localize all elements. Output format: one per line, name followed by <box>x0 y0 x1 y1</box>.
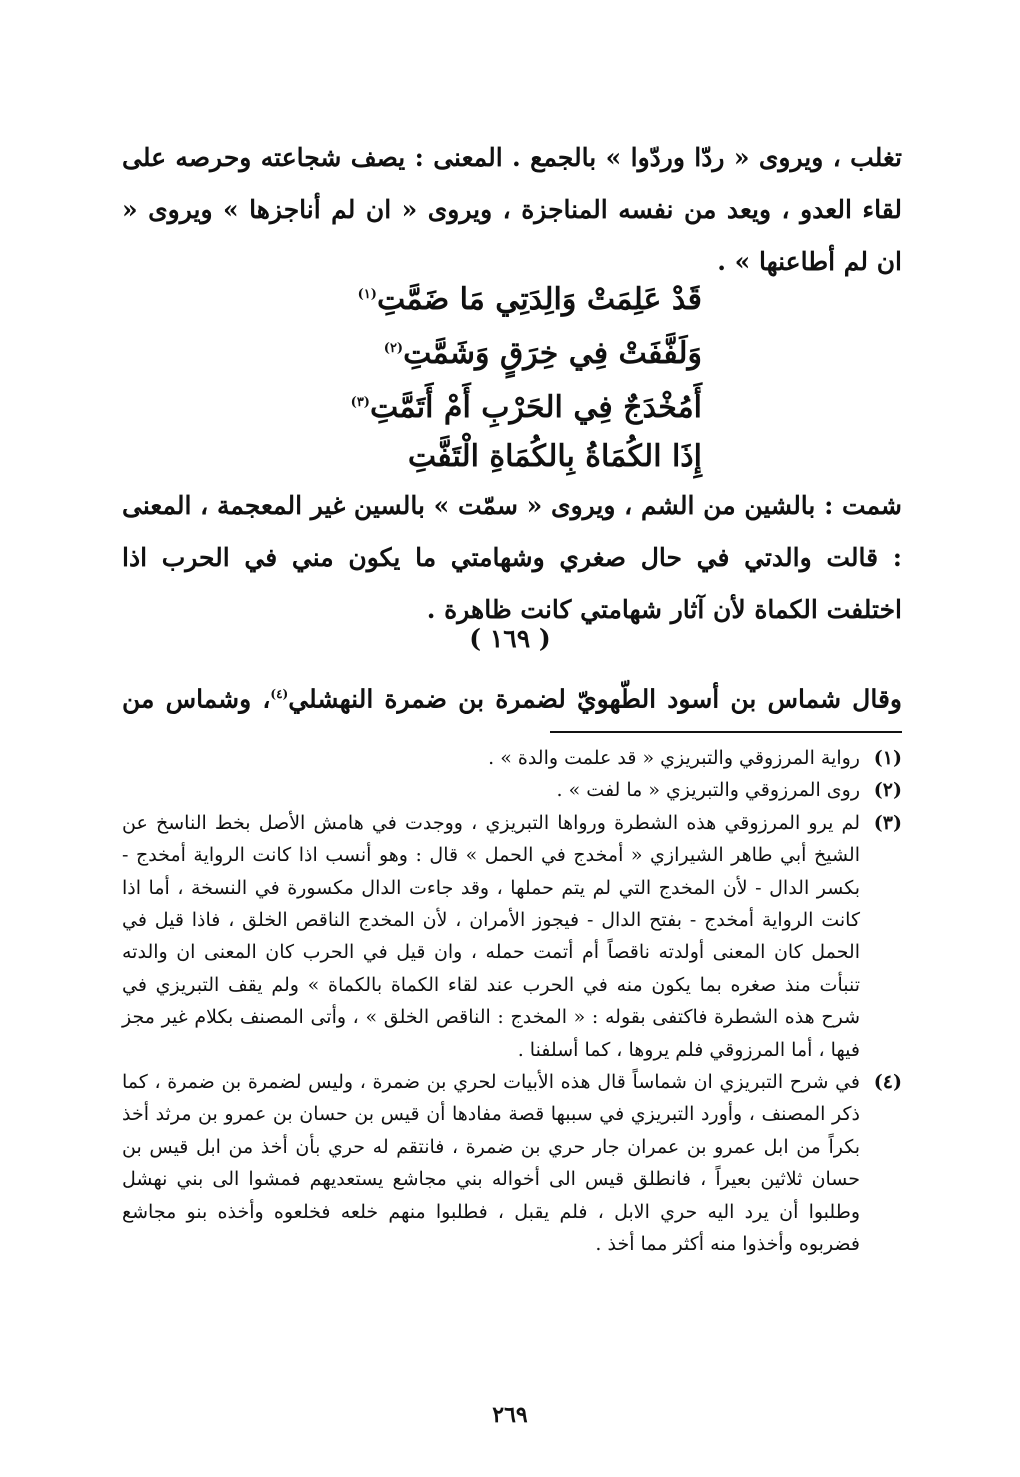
verse-text: قَدْ عَلِمَتْ وَالِدَتِي مَا ضَمَّتِ <box>376 282 702 317</box>
footnote-text: في شرح التبريزي ان شماساً قال هذه الأبيات لحري بن ضمرة ، وليس لضمرة بن ضمرة ، كما ذكر المصنف ، وأورد التبريزي في سببها قصة مفادها أن قيس بن حسان بن عمرو بن مرثد أخذ بكراً من ابل عمرو بن عمران جار حري بن ضمرة ، فانتقم له حري بأن أخذ من ابل قيس بن حسان ثلاثين بعيراً ، فانطلق قيس الى أخواله بني مجاشع يستعديهم فمشوا الى بني نهشل وطلبوا أن يرد اليه حري الابل ، فلم يقبل ، فطلبوا منهم خلعه فخلعوه وأخذه بنو مجاشع فضربوه وأخذوا منه أكثر مما أخذ . <box>122 1071 860 1256</box>
footnote-ref: (٤) <box>270 687 289 701</box>
footnote-text: رواية المرزوقي والتبريزي « قد علمت والدة » . <box>488 747 860 769</box>
footnote-number: (٣) <box>873 811 902 834</box>
commentary-paragraph-2 <box>122 480 902 636</box>
footnote <box>122 1066 902 1260</box>
verse-block <box>332 268 702 484</box>
footnote-ref: (٣) <box>350 395 370 410</box>
verse-text: أَمُخْدَجٌ فِي الحَرْبِ أَمْ أَتَمَّتِ <box>369 390 702 425</box>
verse-line <box>332 268 702 322</box>
intro-text-end: ، وشماس من <box>122 684 271 714</box>
verse-line <box>332 376 702 430</box>
footnote <box>122 742 902 774</box>
verse-line <box>332 322 702 376</box>
poem-intro <box>122 668 902 725</box>
footnotes <box>122 742 902 1261</box>
verse-line <box>332 430 702 484</box>
footnote-number: (٤) <box>873 1071 902 1094</box>
verse-text: إِذَا الكُمَاةُ بِالكُمَاةِ الْتَفَّتِ <box>407 439 702 474</box>
footnote-text: لم يرو المرزوقي هذه الشطرة ورواها التبريزي ، ووجدت في هامش الأصل بخط الناسخ عن الشيخ أبي طاهر الشيرازي « أمخدج في الحمل » قال : وهو أنسب اذا كانت الرواية أمخدج - بكسر الدال - لأن المخدج التي لم يتم حملها ، وقد جاءت الدال مكسورة في النسخة ، أما اذا كانت الرواية أمخدج - بفتح الدال - فيجوز الأمران ، لأن المخدج الناقص الخلق ، فاذا قيل في الحمل كان المعنى أولدته ناقصاً أم أتمت حمله ، وان قيل في الحرب كان المعنى ان والدته تنبأت منذ صغره بما يكون منه في الحرب عند لقاء الكماة بالكماة » ولم يقف التبريزي في شرح هذه الشطرة فاكتفى بقوله : « المخدج : الناقص الخلق » ، وأتى المصنف بكلام غير مجز فيها ، أما المرزوقي فلم يروها ، كما أسلفنا . <box>122 811 860 1061</box>
footnote-ref: (٢) <box>383 341 404 356</box>
footnote-number: (٢) <box>873 779 902 802</box>
footnote <box>122 807 902 1066</box>
poem-number: ( ١٦٩ ) <box>469 624 551 653</box>
intro-text: وقال شماس بن أسود الطّهويّ لضمرة بن ضمرة النهشلي <box>288 684 902 714</box>
footnote <box>122 774 902 806</box>
commentary-text: شمت : بالشين من الشم ، ويروى « سمّت » بالسين غير المعجمة ، المعنى : قالت والدتي في حال صغري وشهامتي ما يكون مني في الحرب اذا اختلفت الكماة لأن آثار شهامتي كانت ظاهرة . <box>122 491 902 624</box>
commentary-text: تغلب ، ويروى « ردّا وردّوا » بالجمع . المعنى : يصف شجاعته وحرصه على لقاء العدو ، ويعد من نفسه المناجزة ، ويروى « ان لم أناجزها » ويروى « ان لم أطاعنها » . <box>122 143 902 276</box>
footnote-number: (١) <box>873 747 902 769</box>
commentary-paragraph-1 <box>122 132 902 288</box>
footnote-ref: (١) <box>357 287 377 302</box>
verse-text: وَلَفَّفَتْ فِي خِرَقٍ وَشَمَّتِ <box>403 336 702 371</box>
footnote-text: روى المرزوقي والتبريزي « ما لفت » . <box>556 779 860 802</box>
page-number: ٢٦٩ <box>492 1402 528 1428</box>
footnote-divider <box>550 731 902 733</box>
